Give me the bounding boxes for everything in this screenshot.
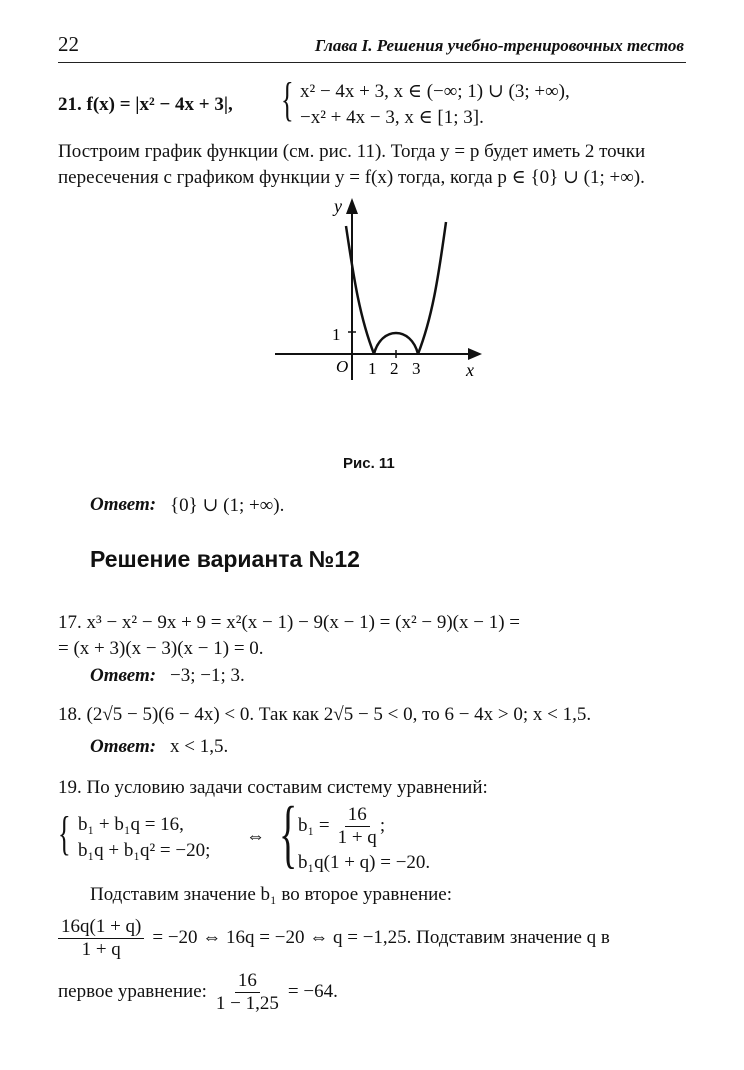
- task19-line1: 19. По условию задачи составим систему уравнений:: [58, 777, 488, 798]
- task19-equiv: ⇔: [246, 826, 265, 847]
- header-rule: [58, 62, 686, 63]
- task21-answer-value: {0} ∪ (1; +∞).: [170, 495, 285, 516]
- task19-last-result: = −64.: [287, 981, 338, 1003]
- task17-answer-value: −3; −1; 3.: [170, 665, 245, 686]
- figure-11-graph: [260, 190, 490, 400]
- task21-answer-label: Ответ:: [90, 494, 157, 515]
- fraction-numerator: 16: [235, 970, 260, 993]
- y-axis-label: y: [334, 196, 342, 216]
- fraction-denominator: 1 + q: [81, 938, 121, 960]
- y-tick-label-1: 1: [332, 325, 341, 344]
- task19-left-brace: {: [58, 807, 71, 860]
- x-tick-label-1: 1: [368, 359, 377, 378]
- task18-answer-value: x < 1,5.: [170, 736, 229, 757]
- x-tick-label-3: 3: [412, 359, 421, 378]
- fraction-denominator: 1 + q: [337, 826, 377, 848]
- task19-sys-right-1: [298, 804, 385, 849]
- curve-right-branch: [418, 222, 446, 354]
- task18-answer-label: Ответ:: [90, 736, 157, 757]
- task17-line2: = (x + 3)(x − 3)(x − 1) = 0.: [58, 638, 264, 659]
- task19-b1-lhs: b₁ =: [298, 815, 330, 837]
- task17-line1: 17. x³ − x² − 9x + 9 = x²(x − 1) − 9(x − 1) = (x² − 9)(x − 1) =: [58, 612, 521, 633]
- task19-last-lead: первое уравнение:: [58, 981, 207, 1003]
- task19-last-line: [58, 970, 338, 1015]
- task21-brace: {: [281, 73, 294, 126]
- task21-case1: x² − 4x + 3, x ∈ (−∞; 1) ∪ (3; +∞),: [300, 81, 570, 102]
- page-number: 22: [58, 32, 79, 56]
- task19-fraction-1: [58, 916, 144, 961]
- task19-fraction-b1: [335, 804, 380, 849]
- origin-label: O: [336, 357, 349, 376]
- task19-b1-tail: ;: [379, 815, 386, 837]
- x-tick-label-2: 2: [390, 359, 399, 378]
- fraction-numerator: 16q(1 + q): [58, 916, 144, 939]
- y-axis-arrow-icon: [346, 198, 358, 214]
- task19-substitute: Подставим значение b₁ во второе уравнение:: [90, 884, 452, 905]
- task19-sys-right-2: b₁q(1 + q) = −20.: [298, 852, 431, 873]
- task19-right-brace: {: [279, 792, 298, 876]
- fraction-numerator: 16: [345, 804, 370, 827]
- task19-sys-left-1: b₁ + b₁q = 16,: [78, 814, 184, 835]
- curve-left-branch: [346, 226, 374, 354]
- section-title: Решение варианта №12: [90, 546, 360, 572]
- chapter-title: Глава I. Решения учебно-тренировочных тестов: [314, 36, 684, 55]
- fraction-denominator: 1 − 1,25: [215, 992, 279, 1014]
- x-axis-label: x: [466, 360, 474, 380]
- task21-case2: −x² + 4x − 3, x ∈ [1; 3].: [300, 107, 484, 128]
- task19-fraction-2: [213, 970, 282, 1015]
- task18-line1: 18. (2√5 − 5)(6 − 4x) < 0. Так как 2√5 − 5 < 0, то 6 − 4x > 0; x < 1,5.: [58, 704, 592, 725]
- task19-equation-line: [58, 916, 610, 961]
- task21-text-line2: пересечения с графиком функции y = f(x) тогда, когда p ∈ {0} ∪ (1; +∞).: [58, 167, 645, 188]
- task19-sys-left-2: b₁q + b₁q² = −20;: [78, 840, 211, 861]
- task17-answer-label: Ответ:: [90, 665, 157, 686]
- task19-eq-chain: = −20 ⇔ 16q = −20 ⇔ q = −1,25. Подставим значение q в: [152, 927, 610, 949]
- figure-caption: Рис. 11: [343, 455, 395, 472]
- x-axis-arrow-icon: [468, 348, 482, 360]
- task21-lead: 21. f(x) = |x² − 4x + 3|,: [58, 94, 233, 115]
- task21-text-line1: Построим график функции (см. рис. 11). Тогда y = p будет иметь 2 точки: [58, 141, 646, 162]
